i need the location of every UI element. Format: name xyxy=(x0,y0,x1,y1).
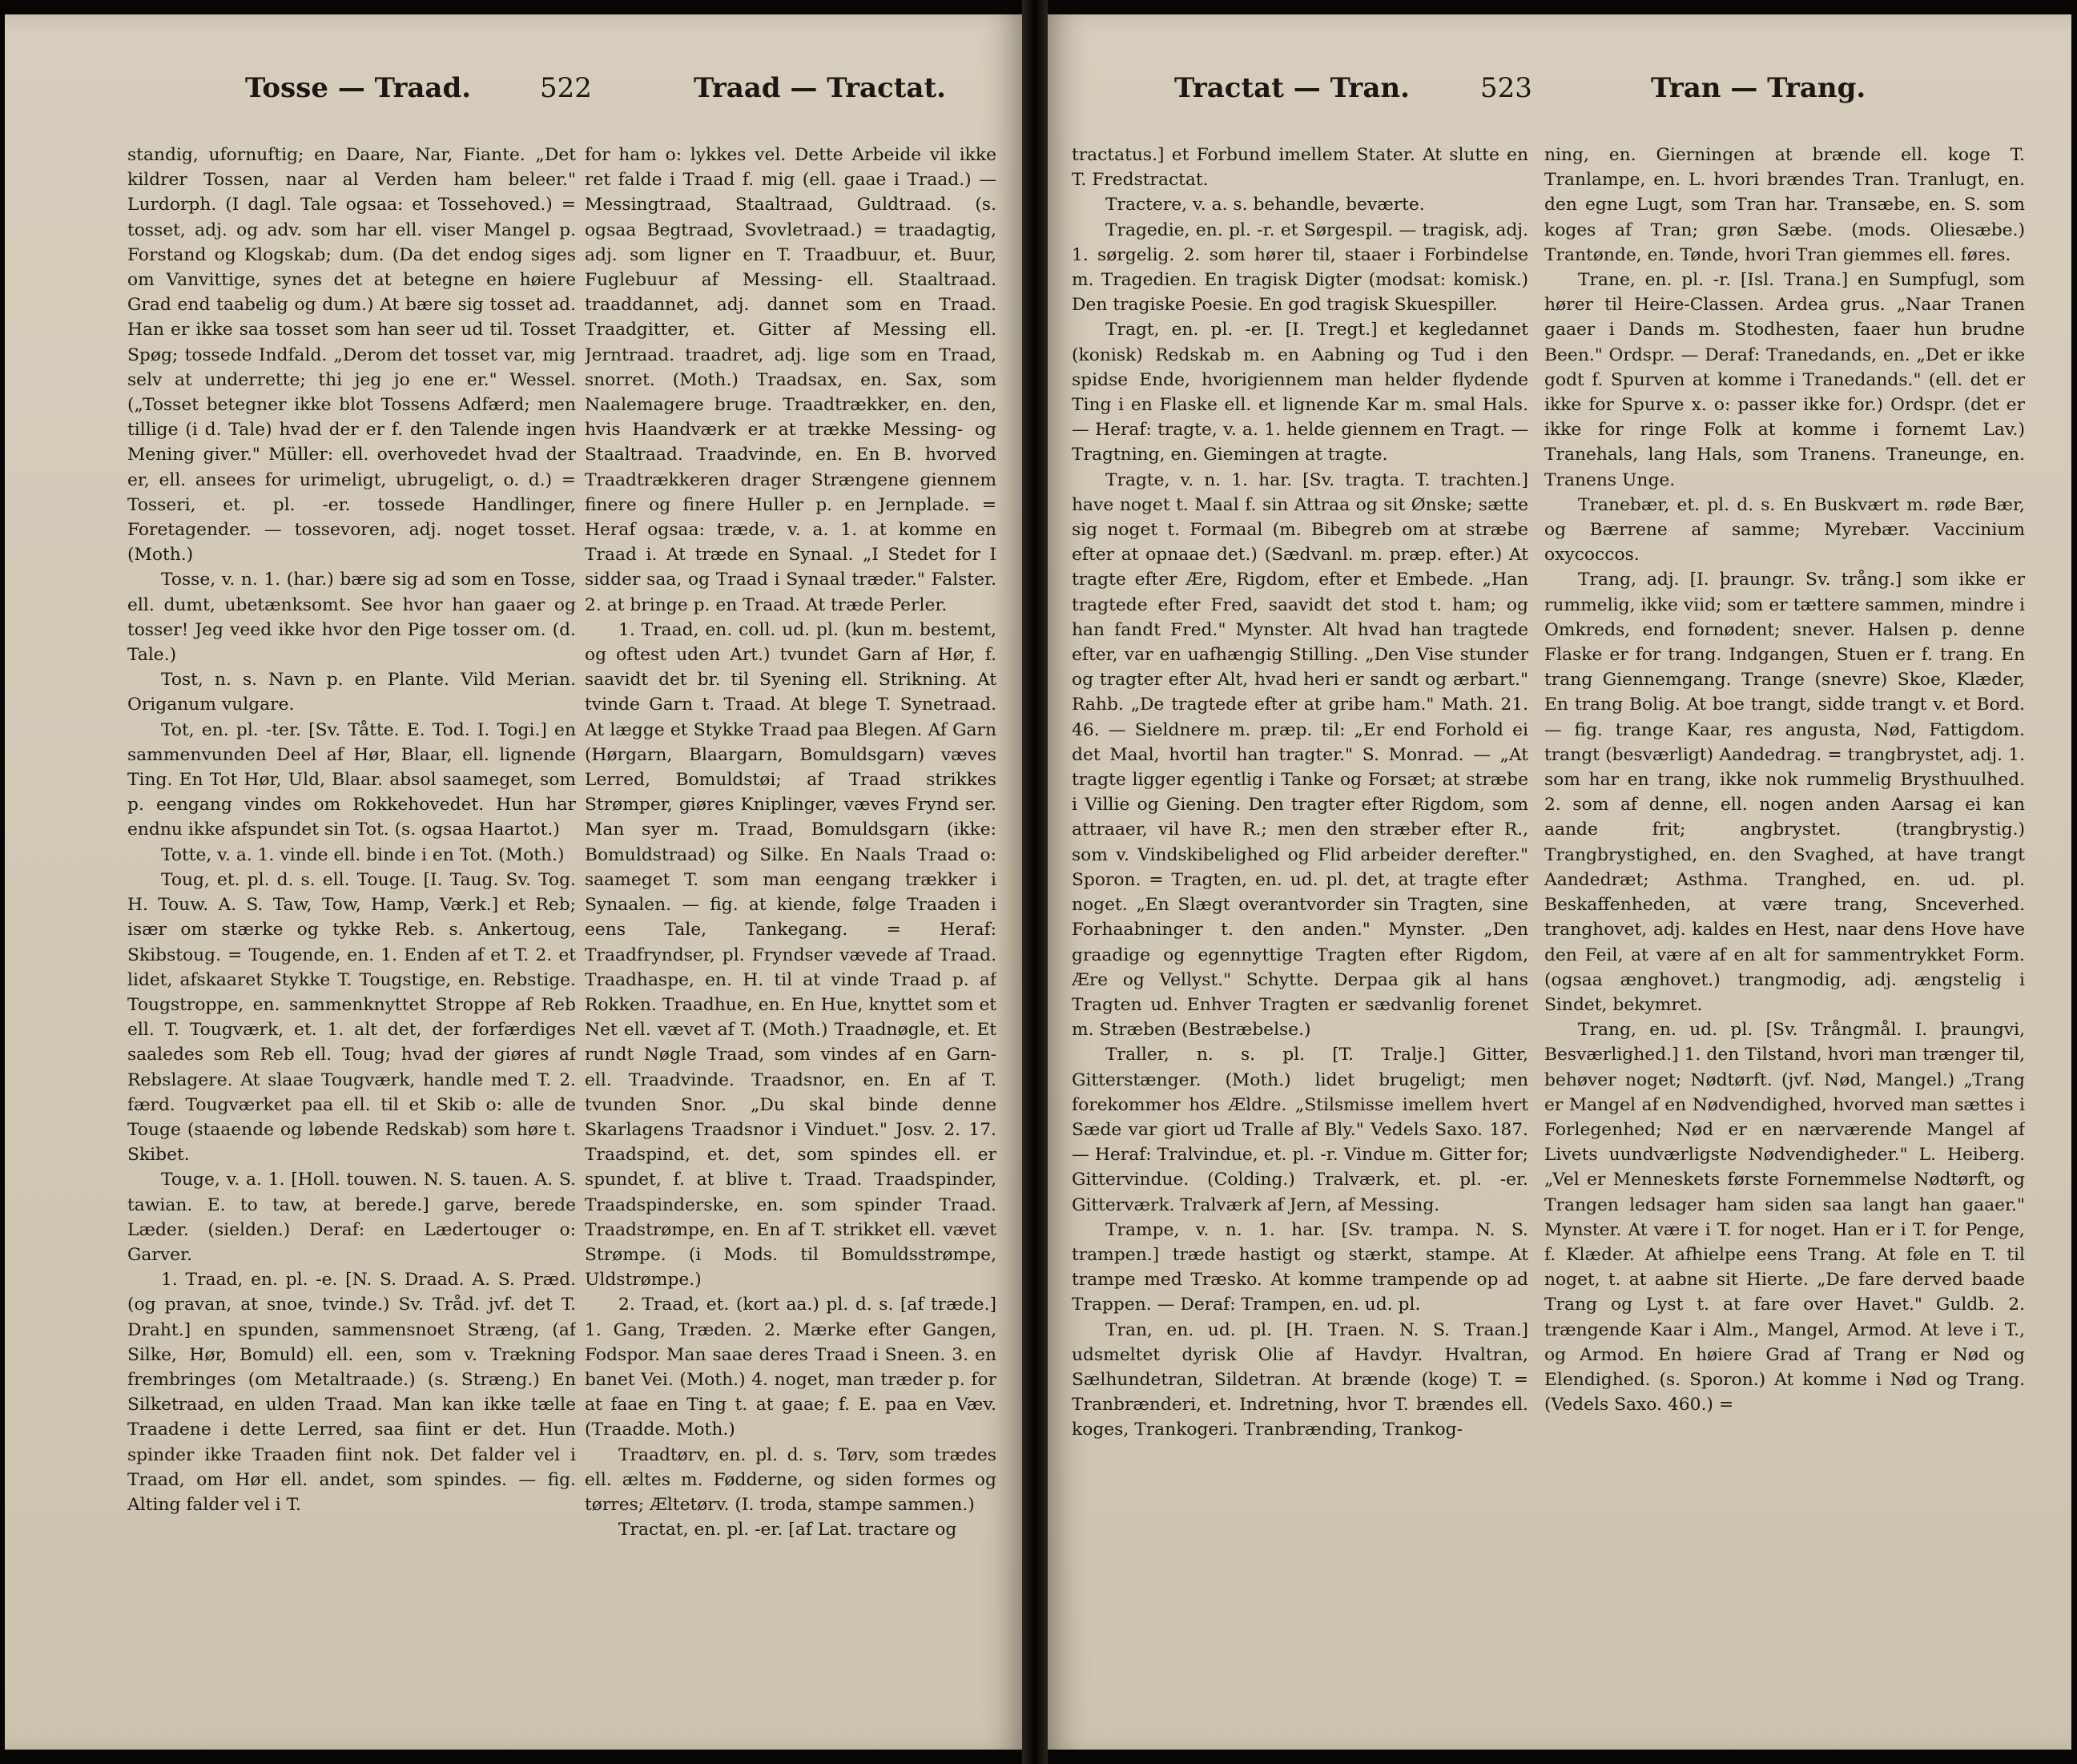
entry-tractat: Tractat, en. pl. -er. [af Lat. tractare og xyxy=(618,1520,957,1540)
right-page-header xyxy=(1048,72,2071,120)
book-gutter xyxy=(1022,0,1048,1764)
entry-continuation: standig, ufornuftig; en Daare, Nar, Fiante. „Det kildrer Tossen, naar al Verden ham beleer." Lurdorph. (I dagl. Tale ogsaa: et Tossehoved.) = tosset, adj. og adv. som har ell. viser Mangel p. Forstand og Klogskab; dum. (Da det endog siges om Vanvittige, synes det at betegne en høiere Grad end taabelig og dum.) At bære sig tosset ad. Han er ikke saa tosset som han seer ud til. Tosset Spøg; tossede Indfald. „Derom det tosset var, mig selv at underrette; thi jeg jo ene er." Wessel. („Tosset betegner ikke blot Tossens Adfærd; men tillige (i d. Tale) hvad der er f. den Talende ingen Mening giver." Müller: ell. overhovedet hvad der er, ell. ansees for urimeligt, ubrugeligt, o. d.) = Tosseri, et. pl. -er. tossede Handlinger, Foretagender. — tossevoren, adj. noget tosset. (Moth.) xyxy=(127,145,576,566)
right-page xyxy=(1048,14,2071,1750)
entry-trang-noun: Trang, en. ud. pl. [Sv. Trångmål. I. þraungvi, Besværlighed.] 1. den Tilstand, hvori man trænger til, behøver noget; Nødtørft. (jvf. Nød, Mangel.) „Trang er Mangel af en Nødvendighed, hvorved man sættes i Forlegenhed; Nød er en nærværende Mangel af Livets uundværligste Nødvendigheder." L. Heiberg. „Vel er Menneskets første Fornemmelse Nødtørft, og Trangen ledsager ham siden saa langt han gaaer." Mynster. At være i T. for noget. Han er i T. for Penge, f. Klæder. At afhielpe eens Trang. At føle en T. til noget, t. at aabne sit Hierte. „De fare derved baade Trang og Lyst t. at fare over Havet." Guldb. 2. trængende Kaar i Alm., Mangel, Armod. At leve i T., og Armod. En høiere Grad af Trang er Nød og Elendighed. (s. Sporon.) At komme i Nød og Trang. (Vedels Saxo. 460.) = xyxy=(1544,1020,2025,1416)
entry-tragt: Tragt, en. pl. -er. [I. Tregt.] et kegledannet (konisk) Redskab m. en Aabning og Tud i den spidse Ende, hvorigiennem man helder flydende Ting i en Flaske ell. et lignende Kar m. smal Hals. — Heraf: tragte, v. a. 1. helde giennem en Tragt. — Tragtning, en. Giemingen at tragte. xyxy=(1072,320,1528,465)
entry-traadtorv: Traadtørv, en. pl. d. s. Tørv, som trædes ell. æltes m. Fødderne, og siden formes og tørres; Æltetørv. (I. troda, stampe sammen.) xyxy=(585,1444,996,1515)
entry-tot: Tot, en. pl. -ter. [Sv. Tåtte. E. Tod. I. Togi.] en sammenvunden Deel af Hør, Blaar, ell. lignende Ting. En Tot Hør, Uld, Blaar. absol saameget, som p. eengang vindes om Rokkehovedet. Hun har endnu ikke afspundet sin Tot. (s. ogsaa Haartot.) xyxy=(127,719,576,840)
left-page-number: 522 xyxy=(540,72,592,104)
left-page xyxy=(5,14,1022,1750)
entry-tosse-verb: Tosse, v. n. 1. (har.) bære sig ad som en Tosse, ell. dumt, ubetænksomt. See hvor han gaaer og tosser! Jeg veed ikke hvor den Pige tosser om. (d. Tale.) xyxy=(127,570,576,666)
left-page-column-1 xyxy=(127,143,576,1737)
entry-traller: Traller, n. s. pl. [T. Tralje.] Gitter, Gitterstænger. (Moth.) lidet brugeligt; men forekommer hos Ældre. „Stilsmisse imellem hvert Sæde var giort ud Tralle af Bly." Vedels Saxo. 187. — Heraf: Tralvindue, et. pl. -r. Vindue m. Gitter for; Gittervindue. (Colding.) Tralværk, et. pl. -er. Gitterværk. Tralværk af Jern, af Messing. xyxy=(1072,1045,1528,1215)
entry-continuation: tractatus.] et Forbund imellem Stater. At slutte en T. Fredstractat. xyxy=(1072,145,1528,191)
entry-trampe: Trampe, v. n. 1. har. [Sv. trampa. N. S. trampen.] træde hastigt og stærkt, stampe. At trampe med Træsko. At komme trampende op ad Trappen. — Deraf: Trampen, en. ud. pl. xyxy=(1072,1219,1528,1315)
entry-traad-1: 1. Traad, en. pl. -e. [N. S. Draad. A. S. Præd. (og pravan, at snoe, tvinde.) Sv. Tråd. jvf. det T. Draht.] en spunden, sammensnoet Stræng, (af Silke, Hør, Bomuld) ell. een, som v. Trækning frembringes (om Metaltraade.) (s. Stræng.) En Silketraad, en ulden Traad. Man kan ikke tælle Traadene i dette Lerred, saa fiint er det. Hun spinder ikke Traaden fiint nok. Det falder vel i Traad, om Hør ell. andet, som spindes. — fig. Alting falder vel i T. xyxy=(127,1270,576,1515)
right-page-column-1 xyxy=(1072,143,1528,1737)
entry-tranebaer: Tranebær, et. pl. d. s. En Buskvært m. røde Bær, og Bærrene af samme; Myrebær. Vaccinium oxycoccos. xyxy=(1544,494,2025,566)
entry-tragedie: Tragedie, en. pl. -r. et Sørgespil. — tragisk, adj. 1. sørgelig. 2. som hører til, staaer i Forbindelse m. Tragedien. En tragisk Digter (modsat: komisk.) Den tragiske Poesie. En god tragisk Skuespiller. xyxy=(1072,219,1528,316)
left-header-guide-word-start: Tosse — Traad. xyxy=(245,72,472,104)
entry-tractere: Tractere, v. a. s. behandle, beværte. xyxy=(1105,195,1425,215)
left-page-header xyxy=(5,72,1022,120)
left-page-column-2 xyxy=(585,143,996,1737)
entry-toug: Toug, et. pl. d. s. ell. Touge. [I. Taug. Sv. Tog. H. Touw. A. S. Taw, Tow, Hamp, Værk.] et Reb; især om stærke og tykke Reb. s. Ankertoug, Skibstoug. = Tougende, en. 1. Enden af et T. 2. et lidet, afskaaret Stykke T. Tougstige, en. Rebstige. Tougstroppe, en. sammenknyttet Stroppe af Reb ell. T. Tougværk, et. 1. alt det, der forfærdiges saaledes som Reb ell. Toug; hvad der giøres af Rebslagere. At slaae Tougværk, handle med T. 2. færd. Tougværket paa ell. til et Skib o: alle de Touge (staaende og løbende Redskab) som høre t. Skibet. xyxy=(127,869,576,1166)
entry-totte: Totte, v. a. 1. vinde ell. binde i en Tot. (Moth.) xyxy=(161,844,565,865)
right-page-column-2 xyxy=(1544,143,2025,1737)
entry-continuation: for ham o: lykkes vel. Dette Arbeide vil ikke ret falde i Traad f. mig (ell. gaae i Traad.) — Messingtraad, Staaltraad, Guldtraad. (s. ogsaa Begtraad, Svovletraad.) = traadagtig, adj. som ligner en T. Traadbuur, et. Buur, Fuglebuur af Messing- ell. Staaltraad. traaddannet, adj. dannet som en Traad. Traadgitter, et. Gitter af Messing ell. Jerntraad. traadret, adj. lige som en Traad, snorret. (Moth.) Traadsax, en. Sax, som Naalemagere bruge. Traadtrækker, en. den, hvis Haandværk er at trække Messing- og Staaltraad. Traadvinde, en. En B. hvorved Traadtrækkeren drager Strængene giennem finere og finere Huller p. en Jernplade. = Heraf ogsaa: træde, v. a. 1. at komme en Traad i. At træde en Synaal. „I Stedet for I sidder saa, og Traad i Synaal træder." Falster. 2. at bringe p. en Traad. At træde Perler. xyxy=(585,145,996,615)
entry-traad-2: 2. Traad, et. (kort aa.) pl. d. s. [af træde.] 1. Gang, Træden. 2. Mærke efter Gangen, Fodspor. Man saae deres Traad i Sneen. 3. en banet Vei. (Moth.) 4. noget, man træder p. for at faae en Ting t. at gaae; f. E. paa en Væv. (Traadde. Moth.) xyxy=(585,1295,996,1440)
right-header-guide-word-end: Tran — Trang. xyxy=(1651,72,1866,104)
entry-tragte: Tragte, v. n. 1. har. [Sv. tragta. T. trachten.] have noget t. Maal f. sin Attraa og sit Ønske; sætte sig noget t. Formaal (m. Bibegreb om at stræbe efter at opnaae det.) (Sædvanl. m. præp. efter.) At tragte efter Ære, Rigdom, efter et Embede. „Han tragtede efter Fred, saavidt det stod t. ham; og han fandt Fred." Mynster. Alt hvad han tragtede efter, var en uafhængig Stilling. „Den Vise stunder og tragter efter Alt, hvad heri er sandt og ærbart." Rahb. „De tragtede efter at gribe ham." Math. 21. 46. — Sieldnere m. præp. til: „Er end Forhold ei det Maal, hvortil han tragter." S. Monrad. — „At tragte ligger egentlig i Tanke og Forsæt; at stræbe i Villie og Giening. Den tragter efter Rigdom, som attraaer, vil have R.; men den stræber efter R., som v. Vindskibelighed og Flid arbeider derefter." Sporon. = Tragten, en. ud. pl. det, at tragte efter noget. „En Slægt overantvorder sin Tragten, sine Forhaabninger t. den anden." Mynster. „Den graadige og egennyttige Tragten efter Rigdom, Ære og Vellyst." Schytte. Derpaa gik al hans Tragten ud. Enhver Tragten er sædvanlig forenet m. Stræben (Bestræbelse.) xyxy=(1072,469,1528,1041)
entry-traad-coll: 1. Traad, en. coll. ud. pl. (kun m. bestemt, og oftest uden Art.) tvundet Garn af Hør, f. saavidt det br. til Syening ell. Strikning. At tvinde Garn t. Traad. At blege T. Synetraad. At lægge et Stykke Traad paa Blegen. Af Garn (Hørgarn, Blaargarn, Bomuldsgarn) væves Lerred, Bomuldstøi; af Traad strikkes Strømper, giøres Kniplinger, væves Frynd ser. Man syer m. Traad, Bomuldsgarn (ikke: Bomuldstraad) og Silke. En Naals Traad o: saameget T. som man eengang trækker i Synaalen. — fig. at kiende, følge Traaden i eens Tale, Tankegang. = Heraf: Traadfryndser, pl. Fryndser vævede af Traad. Traadhaspe, en. H. til at vinde Traad p. af Rokken. Traadhue, en. En Hue, knyttet som et Net ell. vævet af T. (Moth.) Traadnøgle, et. Et rundt Nøgle Traad, som vindes af en Garn- ell. Traadvinde. Traadsnor, en. En af T. tvunden Snor. „Du skal binde denne Skarlagens Traadsnor i Vinduet." Josv. 2. 17. Traadspind, et. det, som spindes ell. er spundet, f. at blive t. Traad. Traadspinder, Traadspinderske, en. som spinder Traad. Traadstrømpe, en. En af T. strikket ell. vævet Strømpe. (i Mods. til Bomuldsstrømpe, Uldstrømpe.) xyxy=(585,619,996,1291)
entry-touge: Touge, v. a. 1. [Holl. touwen. N. S. tauen. A. S. tawian. E. to taw, at berede.] garve, berede Læder. (sielden.) Deraf: en Lædertouger o: Garver. xyxy=(127,1170,576,1265)
entry-trang-adj: Trang, adj. [I. þraungr. Sv. trång.] som ikke er rummelig, ikke viid; som er tættere sammen, mindre i Omkreds, end fornødent; snever. Halsen p. denne Flaske er for trang. Indgangen, Stuen er f. trang. En trang Giennemgang. Trange (snevre) Skoe, Klæder, En trang Bolig. At boe trangt, sidde trangt v. et Bord. — fig. trange Kaar, res angusta, Nød, Fattigdom. trangt (besværligt) Aandedrag. = trangbrystet, adj. 1. som har en trang, ikke nok rummelig Brysthuulhed. 2. som af denne, ell. nogen anden Aarsag ei kan aande frit; angbrystet. (trangbrystig.) Trangbrystighed, en. den Svaghed, at have trangt Aandedræt; Asthma. Tranghed, en. ud. pl. Beskaffenheden, at være trang, Snceverhed. tranghovet, adj. kaldes en Hest, naar dens Hove have den Feil, at være af en alt for sammentrykket Form. (ogsaa ænghovet.) trangmodig, adj. ængstelig i Sindet, bekymret. xyxy=(1544,570,2025,1015)
left-header-guide-word-end: Traad — Tractat. xyxy=(694,72,946,104)
right-header-guide-word-start: Tractat — Tran. xyxy=(1174,72,1410,104)
entry-continuation: ning, en. Gierningen at brænde ell. koge T. Tranlampe, en. L. hvori brændes Tran. Tranlugt, en. den egne Lugt, som Tran har. Transæbe, en. S. som koges af Tran; grøn Sæbe. (mods. Oliesæbe.) Trantønde, en. Tønde, hvori Tran giemmes ell. føres. xyxy=(1544,145,2025,265)
entry-tost: Tost, n. s. Navn p. en Plante. Vild Merian. Origanum vulgare. xyxy=(127,670,576,715)
entry-tran: Tran, en. ud. pl. [H. Traen. N. S. Traan.] udsmeltet dyrisk Olie af Havdyr. Hvaltran, Sælhundetran, Sildetran. At brænde (koge) T. = Tranbrænderi, et. Indretning, hvor T. brændes ell. koges, Trankogeri. Tranbrænding, Trankog- xyxy=(1072,1319,1528,1440)
entry-trane: Trane, en. pl. -r. [Isl. Trana.] en Sumpfugl, som hører til Heire-Classen. Ardea grus. „Naar Tranen gaaer i Dands m. Stodhesten, faaer hun brudne Been." Ordspr. — Deraf: Tranedands, en. „Det er ikke godt f. Spurven at komme i Tranedands." (ell. det er ikke for Spurve x. o: passer ikke for.) Ordspr. (det er ikke for ringe Folk at komme i fornemt Lav.) Tranehals, lang Hals, som Tranens. Traneunge, en. Tranens Unge. xyxy=(1544,270,2025,490)
right-page-number: 523 xyxy=(1480,72,1532,104)
